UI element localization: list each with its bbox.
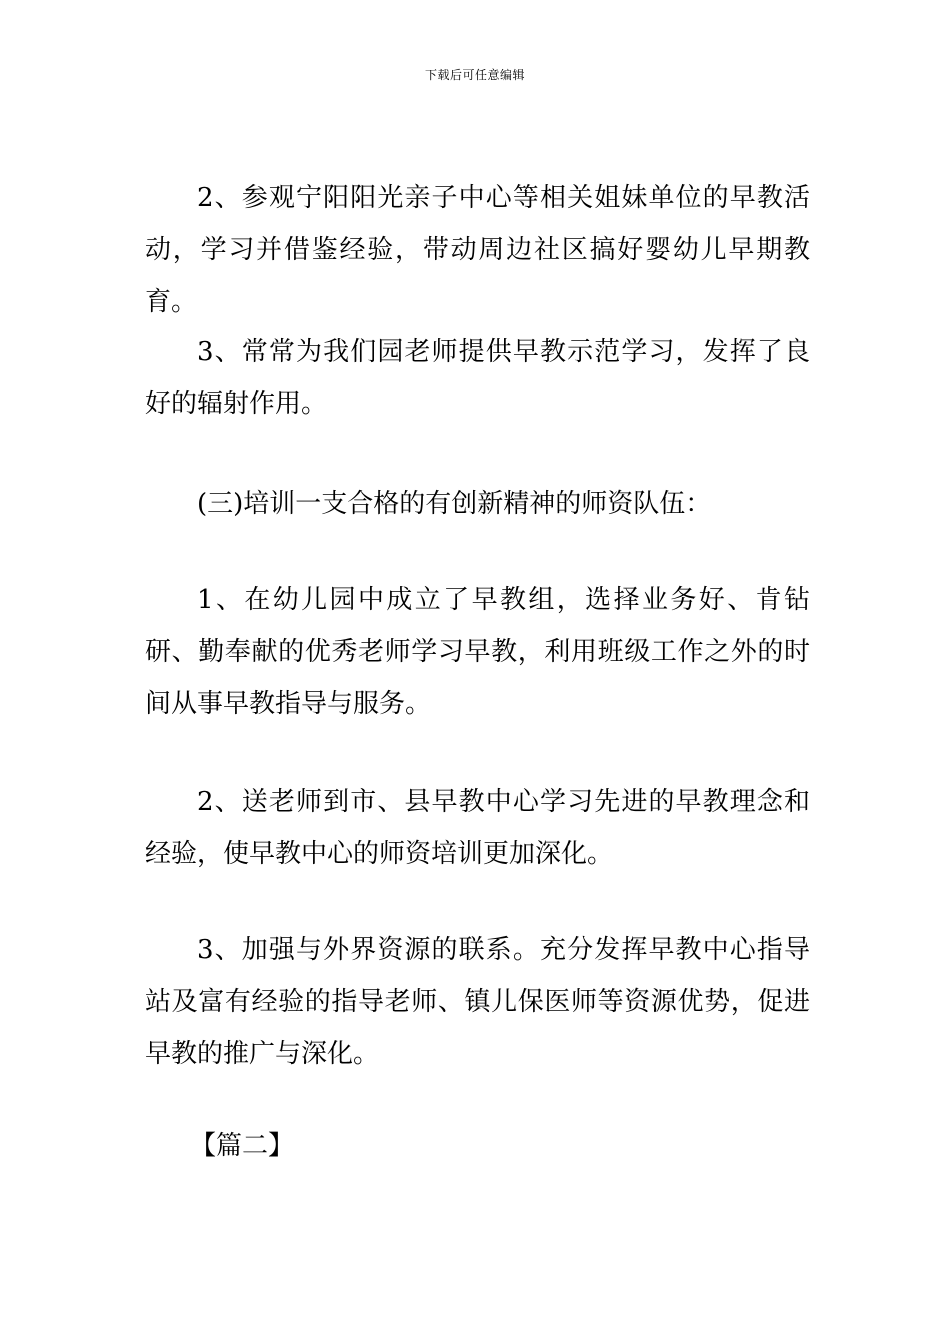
paragraph-visit-sister-units: 2、参观宁阳阳光亲子中心等相关姐妹单位的早教活动，学习并借鉴经验，带动周边社区搞好婴幼儿早期教育。: [145, 183, 810, 317]
paragraph-teacher-training: 2、送老师到市、县早教中心学习先进的早教理念和经验，使早教中心的师资培训更加深化。: [145, 787, 810, 869]
paragraph-early-education-group: 1、在幼儿园中成立了早教组，选择业务好、肯钻研、勤奉献的优秀老师学习早教，利用班级工作之外的时间从事早教指导与服务。: [145, 585, 810, 719]
section-heading-teacher-team: (三)培训一支合格的有创新精神的师资队伍：: [197, 489, 712, 519]
page-header: 下载后可任意编辑: [424, 68, 525, 82]
paragraph-demo-learning: 3、常常为我们园老师提供早教示范学习，发挥了良好的辐射作用。: [145, 337, 810, 419]
section-heading-part-two: 【篇二】: [190, 1131, 295, 1161]
paragraph-external-resources: 3、加强与外界资源的联系。充分发挥早教中心指导站及富有经验的指导老师、镇儿保医师等资源优势，促进早教的推广与深化。: [145, 935, 810, 1069]
